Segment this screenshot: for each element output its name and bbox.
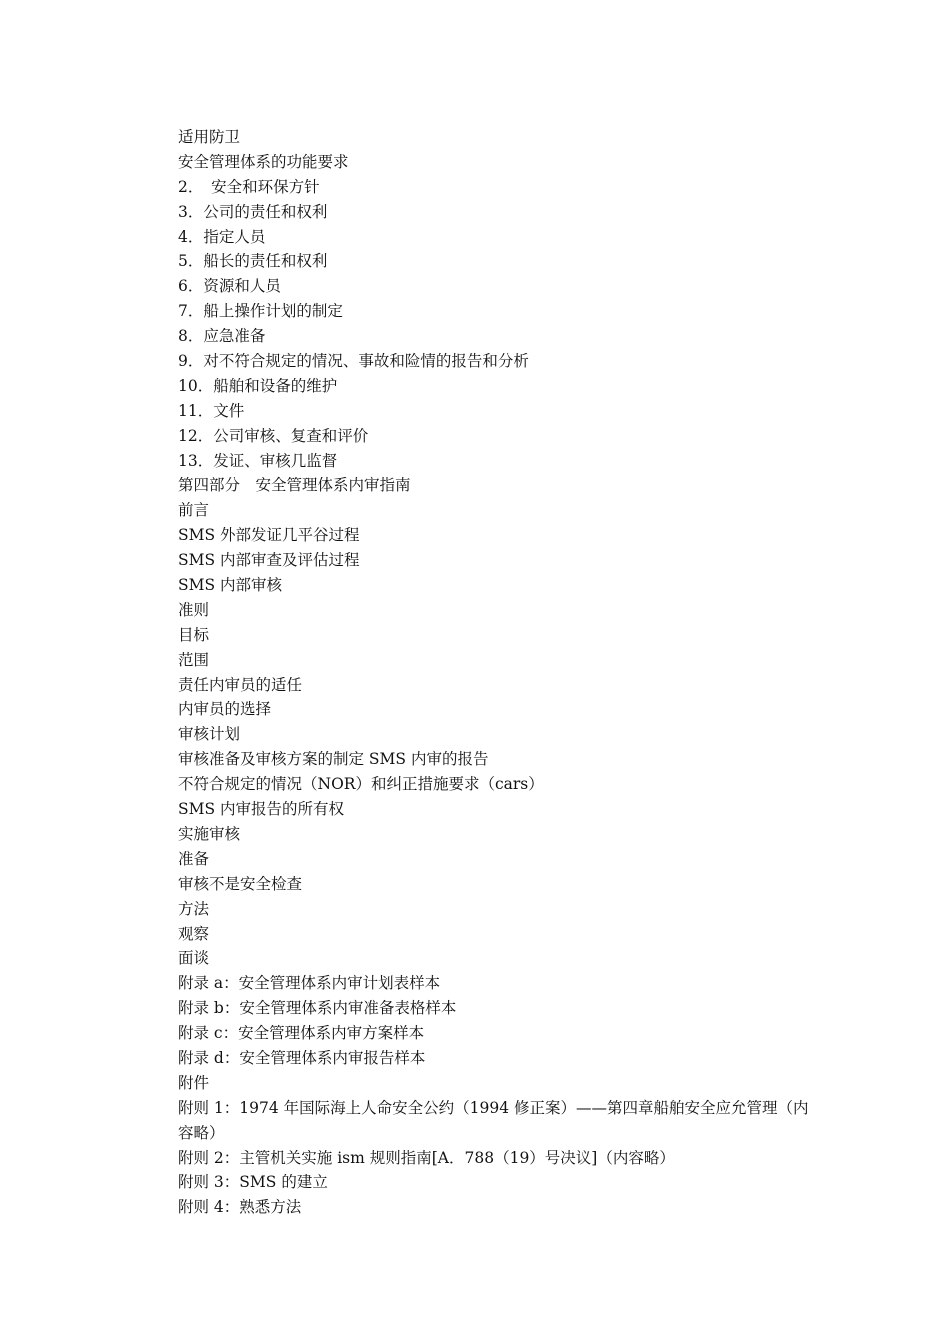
doc-line: SMS 内部审查及评估过程 xyxy=(178,551,360,570)
doc-line: 4．指定人员 xyxy=(178,227,266,246)
doc-line: 范围 xyxy=(178,650,210,669)
doc-line: SMS 内部审核 xyxy=(178,576,283,595)
doc-line: 面谈 xyxy=(178,949,210,968)
doc-line: 6．资源和人员 xyxy=(178,277,281,296)
doc-line: 11．文件 xyxy=(178,401,245,420)
doc-line: 附录 a：安全管理体系内审计划表样本 xyxy=(178,974,441,993)
doc-line: 审核不是安全检查 xyxy=(178,874,303,893)
doc-line: 7．船上操作计划的制定 xyxy=(178,302,343,321)
document-body xyxy=(178,125,818,1220)
doc-line: 观察 xyxy=(178,924,210,943)
doc-line: 3．公司的责任和权利 xyxy=(178,202,328,221)
doc-line: 附则 3：SMS 的建立 xyxy=(178,1173,328,1192)
doc-line: 附则 2：主管机关实施 ism 规则指南[A．788（19）号决议]（内容略） xyxy=(178,1148,675,1167)
doc-line: 附录 b：安全管理体系内审准备表格样本 xyxy=(178,999,457,1018)
doc-line: 附录 c：安全管理体系内审方案样本 xyxy=(178,1024,425,1043)
doc-line: 实施审核 xyxy=(178,824,241,843)
doc-line: 9．对不符合规定的情况、事故和险情的报告和分析 xyxy=(178,352,529,371)
doc-line: 附则 1：1974 年国际海上人命安全公约（1994 修正案）——第四章船舶安全应允管理（内容略） xyxy=(178,1098,809,1142)
doc-line: 2． 安全和环保方针 xyxy=(178,177,320,196)
doc-line: SMS 外部发证几平谷过程 xyxy=(178,526,360,545)
doc-line: 5．船长的责任和权利 xyxy=(178,252,328,271)
doc-line: 责任内审员的适任 xyxy=(178,675,303,694)
doc-line: 审核准备及审核方案的制定 SMS 内审的报告 xyxy=(178,750,489,769)
doc-line: 不符合规定的情况（NOR）和纠正措施要求（cars） xyxy=(178,775,544,794)
doc-line: SMS 内审报告的所有权 xyxy=(178,800,345,819)
doc-line: 12．公司审核、复查和评价 xyxy=(178,426,369,445)
doc-line: 目标 xyxy=(178,625,210,644)
doc-line: 准备 xyxy=(178,849,210,868)
doc-line: 审核计划 xyxy=(178,725,241,744)
section-heading: 第四部分 安全管理体系内审指南 xyxy=(178,476,411,495)
doc-line: 安全管理体系的功能要求 xyxy=(178,152,349,171)
doc-line: 内审员的选择 xyxy=(178,700,272,719)
doc-line: 10．船舶和设备的维护 xyxy=(178,376,338,395)
doc-line: 准则 xyxy=(178,600,210,619)
doc-line: 8．应急准备 xyxy=(178,327,266,346)
doc-line: 附录 d：安全管理体系内审报告样本 xyxy=(178,1048,426,1067)
doc-line: 方法 xyxy=(178,899,210,918)
doc-line: 附则 4：熟悉方法 xyxy=(178,1198,302,1217)
doc-line: 适用防卫 xyxy=(178,128,241,146)
doc-line: 13．发证、审核几监督 xyxy=(178,451,338,470)
doc-line: 附件 xyxy=(178,1073,210,1092)
doc-line: 前言 xyxy=(178,501,210,520)
